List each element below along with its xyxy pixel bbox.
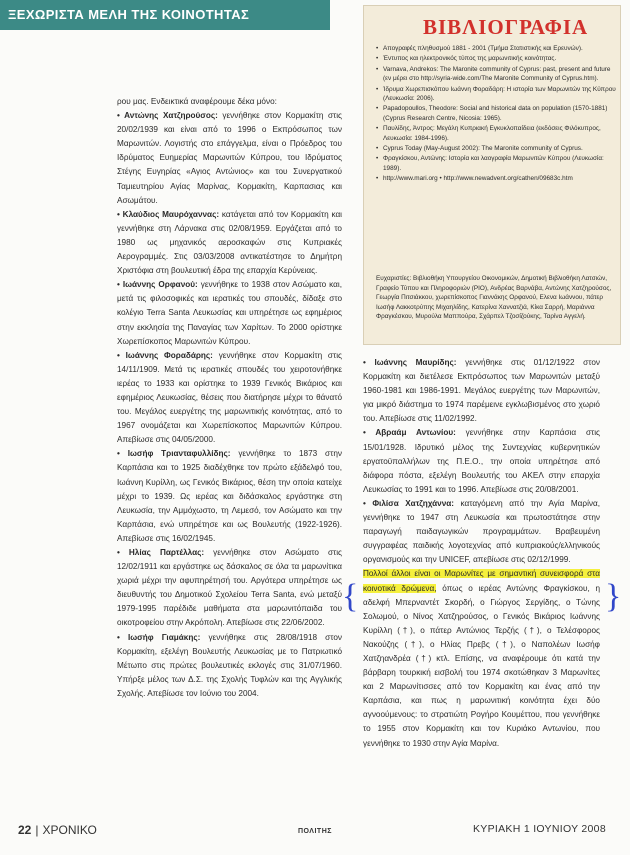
section-header-band [0, 0, 330, 30]
member-name: • Ιωάννης Φοραδάρης: [117, 350, 213, 360]
member-bio: καταγόμενη από την Αγία Μαρίνα, γεννήθηκε το 1947 στη Λευκωσία και πρωτοστάτησε στην παραγωγή παιδαγωγικών προγραμμάτων. Βραβευμένη συγγραφέας παιδικής λογοτεχνίας από κυπριακούς/ελληνικούς οργανισμούς και την UNICEF, απεβίωσε στις 02/12/1999. [363, 498, 600, 565]
member-entry [117, 278, 342, 348]
member-name: • Ιωάννης Μαυρίδης: [363, 358, 457, 367]
member-entry [117, 546, 342, 631]
member-name: • Ηλίας Παρτέλλας: [117, 548, 205, 557]
bibliography-title: ΒΙΒΛΙΟΓΡΑΦΙΑ [423, 15, 589, 39]
member-bio: γεννήθηκε στον Κορμακίτη στις 20/02/1939 και είναι από το 1996 ο Εκπρόσωπος των Μαρωνιτών. Λογιστής στο επάγγελμα, είναι ο Πρόεδρος του Ιδρύματος Ευημερίας Μαρωνιτών Κύπρου, του Ιδρύματος Στέγης Ευγηρίας «Αγιος Αντώνιος» και του Συνεργατικού Ταμιευτηρίου Αγίας Μαρίνας, Κορμακίτη, Καρπασιας και Ασωμάτου. [117, 111, 343, 205]
member-name: • Ιωσήφ Τριανταφυλλίδης: [117, 449, 231, 459]
intro-text: ρου μας. Ενδεικτικά αναφέρουμε δέκα μόνο: [117, 97, 277, 106]
section-name: ΧΡΟΝΙΚΟ [42, 823, 97, 837]
footer-left [18, 823, 97, 837]
member-entry [117, 447, 342, 546]
footer-separator: | [35, 823, 39, 837]
bibliography-item: • Papadopoullos, Theodore: Social and historical data on population (1570-1881) (Cyprus Research Centre, Nicosia: 1965). [376, 104, 618, 123]
highlighted-text: Πολλοί άλλοι είναι οι Μαρωνίτες με σημαντική συνεισφορά στα κοινοτικά δρώμενα, [363, 569, 600, 593]
bibliography-item: • Ίδρυμα Χωρεπισκόπου Ιωάννη Φοραδάρη: Η ιστορία των Μαρωνιτών της Κύπρου (Λευκωσία: 2006). [376, 85, 618, 104]
member-entry [363, 426, 600, 496]
closing-paragraph [363, 567, 600, 750]
issue-date: ΚΥΡΙΑΚΗ 1 ΙΟΥΝΙΟΥ 2008 [473, 823, 606, 835]
publication-name: ΠΟΛΙΤΗΣ [298, 828, 332, 835]
bibliography-box [363, 5, 621, 345]
member-bio: γεννήθηκε το 1938 στον Ασώματο και, μετά τις φιλοσοφικές και ιερατικές του σπουδές, δίδαξε στο κολέγιο Terra Santa Λευκωσίας και υπηρέτησε ως εφημέριος στην εκκλησία της Παναγίας των Χαρίτων. Το 2000 ορίστηκε Χωρεπίσκοπος Μαρωνιτών Κύπρου. [117, 280, 342, 346]
member-name: • Κλαύδιος Μαυρόχαννας: [117, 209, 220, 219]
member-entry [117, 208, 342, 278]
member-name: • Αβραάμ Αντωνίου: [363, 428, 456, 438]
bibliography-item: • Φραγκίσκου, Αντώνης: Ιστορία και λαογραφία Μαρωνιτών Κύπρου (Λευκωσία: 1989). [376, 154, 618, 173]
member-bio: γεννήθηκε στις 01/12/1922 στον Κορμακίτη και διετέλεσε Εκπρόσωπος των Μαρωνιτών μεταξύ 1960-1981 και 1986-1991. Μεγάλος ευεργέτης των Μαρωνιτών, για μικρό διάστημα το 1974 παρέμεινε εγκλωβισμένος στο χωριό του. Απεβίωσε στις 11/02/1992. [363, 358, 600, 424]
closing-text: όπως ο ιερέας Αντώνης Φραγκίσκου, η αδελφή Μπερναντέτ Σκορδή, ο Γιώργος Σεργίδης, ο Τώνης Σολωμού, ο Νίνος Χατζηρούσος, ο Γενικός Βικάριος Ιωάννης Κυρίλλη (†), ο πάτερ Αντώνιος Τερζής (†), ο Τελέσφορος Νακούζης (†), ο Ηλίας Πρεβς (†), ο Ναπολέων Ιωσήφ Χατζηανδρέα (†) κτλ. Επίσης, να αναφέρουμε ότι κατά την βάρβαρη τουρκική εισβολή του 1974 σκοτώθηκαν 3 Μαρωνίτες και 2 Μαρωνίτισσες από τον Κορμακίτη και ένας από την Καρπάσια, και πως η μαρωνιτική κοινότητα έχει δύο αγνοούμενους: το στρατιώτη Ρογήρο Κουμέττου, που γεννήθηκε το 1955 στον Κορμακίτη και τον Κυριάκο Αντωνίου, που γεννήθηκε το 1930 στην Αγία Μαρίνα. [363, 583, 600, 748]
member-bio: κατάγεται από τον Κορμακίτη και γεννήθηκε στη Λάρνακα στις 02/08/1959. Εργάζεται από το 1980 ως μηχανικός αεροσκαφών στις Κυπριακές Αερογραμμές. Στις 03/03/2008 αντικατέστησε το Δημήτρη Χριστόφια στη βουλευτική έδρα της επαρχία Κερύνειας. [117, 209, 342, 276]
bibliography-item: • Έντυπος και ηλεκτρονικός τύπος της μαρωνιτικής κοινότητας. [376, 54, 618, 63]
member-bio: γεννήθηκε στον Ασώματο στις 12/02/1911 και εργάστηκε ως δάσκαλος σε όλα τα μαρωνίτικα χωριά μέχρι την αφυπηρέτησή του. Αργότερα υπηρέτησε ως διευθυντής του Δημοτικού Σχολείου Terra Santa, ενώ μεταξύ 1979-1995 παρέδιδε μαθήματα στα μαρωνιτόπαιδα του οικοτροφείου στην Ακρόπολη. Απεβίωσε στις 22/06/2002. [117, 548, 342, 628]
member-entry [363, 497, 600, 567]
member-name: • Ιωσήφ Γιαμάκης: [117, 632, 201, 642]
member-entry [117, 631, 342, 701]
bibliography-item: • Varnava, Andrekos: The Maronite community of Cyprus: past, present and future (εν μέρει στο http://syria-wide.com/The Maronite Community of Cyprus.htm). [376, 65, 618, 84]
member-bio: γεννήθηκε το 1873 στην Καρπάσια και το 1925 διαδέχθηκε τον πρώτο εξάδελφό του, Ιωάννη Κυρίλλη, ως Γενικός Βικάριος, θέση την οποία κατείχε μέχρι το 1939. Ως ιερέας και διδάσκαλος εργάστηκε στη Λευκωσία, την Αμμόχωστο, τη Λεμεσό, τον Ασώματο και την Καρπάσια, ενώ υπηρέτησε και ως Βουλευτής (1922-1926). Απεβίωσε στις 16/02/1945. [117, 449, 342, 543]
member-entry [363, 356, 600, 426]
bibliography-item: • Παυλίδης, Άντρος: Μεγάλη Κυπριακή Εγκυκλοπαίδεια (εκδόσεις Φιλόκυπρος, Λευκωσία: 1984-1996). [376, 124, 618, 143]
member-name: • Φιλίσα Χατζηχάννα: [363, 498, 455, 508]
member-entry [117, 349, 342, 448]
section-title: ΞΕΧΩΡΙΣΤΑ ΜΕΛΗ ΤΗΣ ΚΟΙΝΟΤΗΤΑΣ [8, 7, 250, 22]
left-brace-mark: { [342, 578, 359, 615]
member-name: • Αντώνης Χατζηρούσος: [117, 111, 218, 121]
bibliography-item: • Cyprus Today (May-August 2002): The Maronite community of Cyprus. [376, 144, 618, 153]
right-article-column [363, 356, 600, 751]
member-bio: γεννήθηκε στις 28/08/1918 στον Κορμακίτη, εξελέγη Βουλευτής Λευκωσίας με το Πατριωτικό Μέτωπο στις πρώτες βουλευτικές εκλογές στις 31/07/1960. Υπήρξε μέλος των Δ.Σ. της Σχολής Τυφλών και της Αγγλικής Σχολής. Απεβίωσε τον Ιούνιο του 2004. [117, 632, 342, 698]
left-article-column [117, 95, 342, 701]
bibliography-item: • Απογραφές πληθυσμού 1881 - 2001 (Τμήμα Στατιστικής και Ερευνών). [376, 44, 618, 53]
page-number: 22 [18, 823, 32, 837]
member-bio: γεννήθηκε στον Κορμακίτη στις 14/11/1909. Μετά τις ιερατικές σπουδές του χειροτονήθηκε ιερέας το 1933 και ορίστηκε το 1939 Γενικός Βικάριος και εφημέριος Λευκωσίας, θέσεις που διατήρησε μέχρι το θάνατό του. Μεγάλος ευεργέτης της μαρωνιτικής κοινότητας, από το 1967 ονομάζεται και Χωρεπίσκοπος Μαρωνιτών Κύπρου. Απεβίωσε στις 04/05/2000. [117, 350, 342, 445]
right-brace-mark: } [605, 578, 622, 615]
acknowledgements: Ευχαριστίες: Βιβλιοθήκη Υπουργείου Οικονομικών, Δημοτική Βιβλιοθήκη Λατσιών, Γραφείο Τύπου και Πληροφοριών (PIO), Ανδρέας Βαρνάβα, Αντώνης Χατζηρούσος, Γεωργία Πιτσιάκκου, χωρεπίσκοπος Γιαννάκης Ορφανού, Ελενα Ιωάννου, πάτερ Ιωσήφ Λακκοτρύπης Μιχαηλίδης, Κατερίνα Χαννατζιά, Κίκα Σαρρή, Μαριάννα Φραγκέσκου, Μυρούλα Μαππούρα, Σχάρπελ Τζοσίζούκης, Ταρίνα Αγγελή. [376, 275, 612, 321]
member-name: • Ιωάννης Ορφανού: [117, 280, 198, 290]
member-entry [117, 109, 342, 208]
member-bio: γεννήθηκε στην Καρπάσια στις 15/01/1928. Ιδρυτικό μέλος της Συντεχνίας κυβερνητικών εργατοϋπαλλήλων της Π.Ε.Ο., την οποία υπηρέτησε από διάφορα πόστα, εξελέγη Βουλευτής του ΑΚΕΛ στην επαρχία Λευκωσίας το 1991 και το 1996. Απεβίωσε στις 20/08/2001. [363, 428, 600, 494]
bibliography-list [376, 44, 618, 185]
bibliography-item: • http://www.mari.org • http://www.newadvent.org/cathen/09683c.htm [376, 174, 618, 183]
